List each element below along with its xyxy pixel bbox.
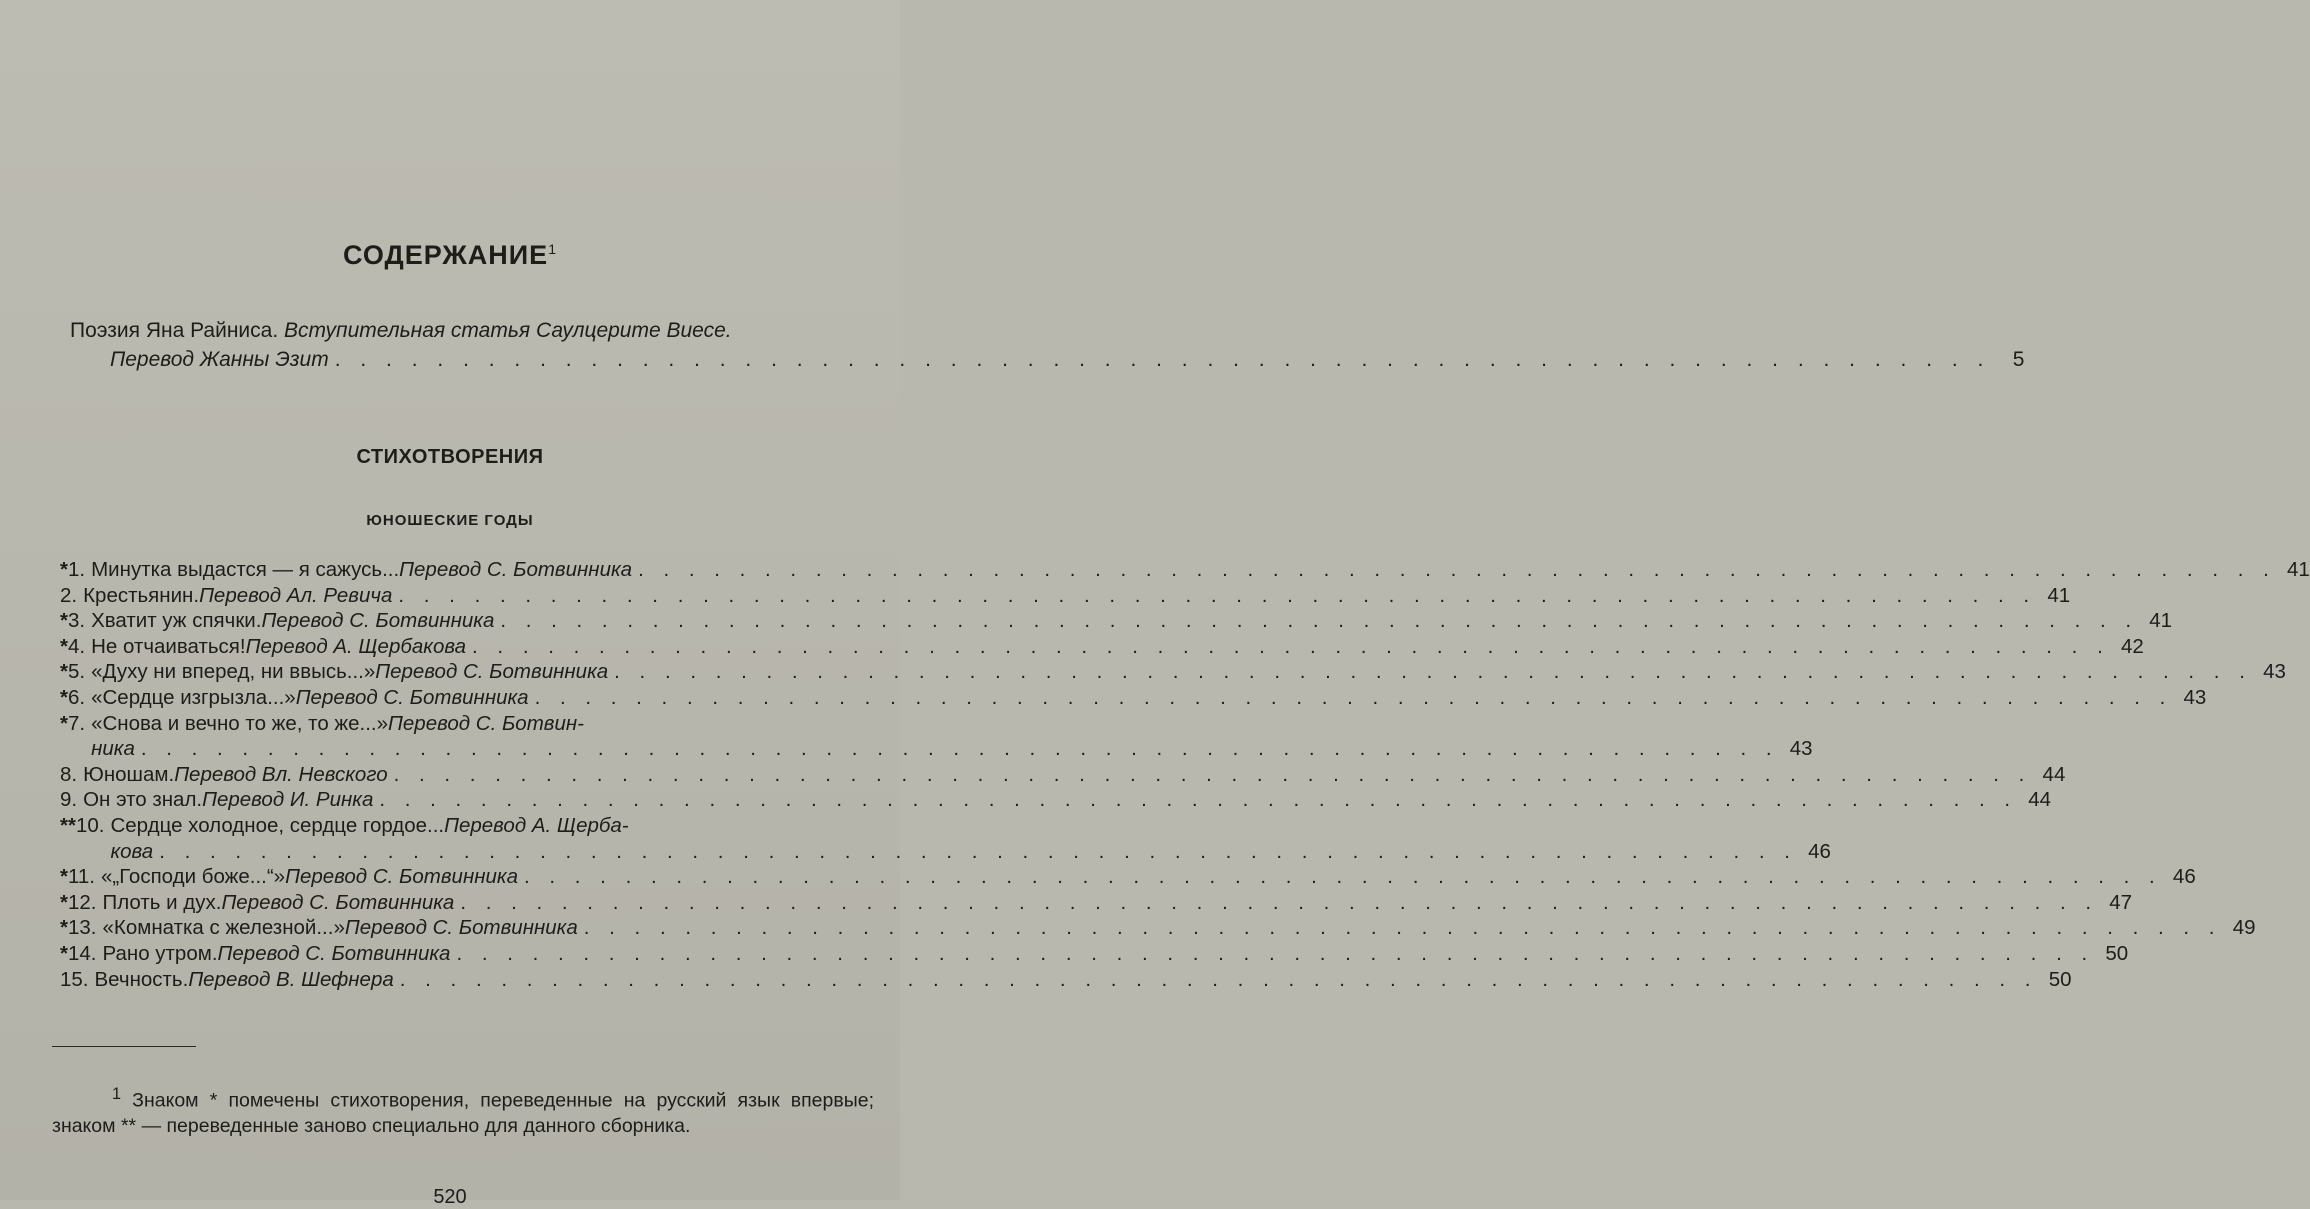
entry-translator: Перевод С. Ботвин- <box>388 711 584 735</box>
entry-number: 5. <box>67 660 86 684</box>
dot-leader <box>632 557 2282 583</box>
entry-page-number: 42 <box>2120 634 2144 658</box>
dot-leader <box>329 345 1997 374</box>
toc-entry[interactable] <box>60 787 2052 813</box>
entry-mark: ** <box>60 813 76 837</box>
toc-entry[interactable] <box>60 634 2144 660</box>
entry-translator: Перевод С. Ботвинника <box>285 865 518 889</box>
entry-title: Плоть и дух. <box>102 890 222 914</box>
entry-line <box>102 890 2132 916</box>
entry-translator-continued: кова <box>110 839 154 863</box>
entry-title: Сердце холодное, сердце гордое... <box>110 813 445 837</box>
entry-mark: * <box>60 916 68 940</box>
entry-translator: Перевод С. Ботвинника <box>344 916 578 940</box>
subsection-title: ЮНОШЕСКИЕ ГОДЫ <box>366 512 534 529</box>
toc-entry[interactable] <box>60 583 2071 609</box>
entry-body <box>102 890 2132 916</box>
entry-line <box>101 864 2196 890</box>
entry-translator: Перевод С. Ботвинника <box>261 609 495 633</box>
entry-title: Минутка выдастся — я сажусь... <box>91 558 400 581</box>
toc-entry[interactable] <box>60 659 2286 685</box>
entry-mark: * <box>60 634 68 658</box>
entry-title: «Снова и вечно то же, то же...» <box>91 711 389 735</box>
entry-title: Он это знал. <box>83 788 203 812</box>
toc-entry[interactable] <box>60 890 2133 916</box>
entry-page-number: 43 <box>2263 660 2286 684</box>
entry-translator: Перевод А. Щерба- <box>444 813 629 837</box>
entry-line <box>91 634 2144 660</box>
dot-leader <box>373 787 2023 813</box>
dot-leader <box>466 634 2116 660</box>
entry-body <box>91 711 1813 762</box>
toc-entry[interactable] <box>60 711 1813 762</box>
entry-body <box>83 762 2065 788</box>
dot-leader <box>388 762 2038 788</box>
entry-number: 9. <box>60 788 78 812</box>
entry-title: «„Господи боже...“» <box>100 865 286 889</box>
entry-page-number: 41 <box>2149 609 2173 633</box>
entry-body <box>102 941 2128 967</box>
dot-leader <box>394 967 2044 993</box>
intro-page-number: 5 <box>2012 348 2025 371</box>
entry-line <box>83 787 2051 813</box>
entry-number: 14. <box>67 941 97 965</box>
footnote-mark: 1 <box>112 1085 122 1103</box>
entry-body <box>91 685 2206 711</box>
entry-number: 10. <box>75 813 105 837</box>
entry-translator: Перевод С. Ботвинника <box>399 558 633 581</box>
entry-page-number: 50 <box>2105 941 2129 965</box>
entry-translator: Перевод С. Ботвинника <box>221 890 455 914</box>
entry-translator: Перевод И. Ринка <box>202 788 374 812</box>
entry-line <box>95 967 2072 993</box>
entry-mark: * <box>60 660 68 684</box>
entry-body <box>91 659 2286 685</box>
entry-number: 4. <box>67 634 86 658</box>
toc-entry[interactable] <box>60 864 2196 890</box>
entry-number: 8. <box>60 762 78 786</box>
entry-line <box>91 736 1813 762</box>
entry-line <box>91 685 2206 711</box>
entry-page-number: 44 <box>2042 762 2066 786</box>
entry-mark: * <box>60 865 68 889</box>
entry-page-number: 41 <box>2047 583 2071 607</box>
toc-entry[interactable] <box>60 557 2310 583</box>
entry-page-number: 44 <box>2028 788 2052 812</box>
entry-page-number: 50 <box>2048 967 2072 991</box>
entry-number: 11. <box>67 865 95 889</box>
entry-mark: * <box>60 685 68 709</box>
entry-page-number: 47 <box>2109 890 2133 914</box>
page-title <box>0 240 900 271</box>
entry-title: Юношам. <box>83 762 175 786</box>
entry-body <box>83 787 2051 813</box>
intro-entry[interactable] <box>70 316 2025 374</box>
entry-number: 13. <box>67 916 97 940</box>
toc-entry[interactable] <box>60 915 2256 941</box>
entry-mark: * <box>60 941 68 965</box>
title-footnote-mark: 1 <box>548 241 557 257</box>
toc-entry[interactable] <box>60 762 2066 788</box>
title-text: СОДЕРЖАНИЕ <box>343 240 549 270</box>
entry-title: Рано утром. <box>102 941 218 965</box>
dot-leader <box>135 736 1785 762</box>
entry-translator: Перевод Ал. Ревича <box>199 583 393 607</box>
entry-body <box>102 915 2255 941</box>
entry-title: Вечность. <box>94 967 189 991</box>
entry-number: 7. <box>67 711 86 735</box>
intro-translator: Перевод Жанны Эзит <box>110 348 329 371</box>
entry-page-number: 46 <box>2172 865 2196 889</box>
dot-leader <box>392 583 2042 609</box>
entry-number: 3. <box>67 609 86 633</box>
entry-mark: * <box>60 609 68 633</box>
dot-leader <box>518 864 2168 890</box>
entry-line <box>102 941 2128 967</box>
dot-leader <box>608 659 2258 685</box>
dot-leader <box>494 608 2144 634</box>
entry-mark: * <box>60 558 68 581</box>
entry-translator: Перевод С. Ботвинника <box>375 660 609 684</box>
entry-translator: Перевод С. Ботвинника <box>217 941 451 965</box>
entry-page-number: 43 <box>1789 737 1813 761</box>
toc-entry[interactable] <box>60 813 1831 864</box>
entry-line <box>110 813 1830 839</box>
entry-line <box>91 557 2310 583</box>
entry-page-number: 49 <box>2232 916 2256 940</box>
footnote-text: Знаком * помечены стихотворения, переведенные на русский язык впервые; знаком ** — переведенные заново специально для данного сборника. <box>52 1089 874 1137</box>
dot-leader <box>578 915 2228 941</box>
entry-mark: * <box>60 890 68 914</box>
entry-number: 15. <box>60 967 89 991</box>
entry-body <box>91 557 2310 583</box>
entry-body <box>95 967 2072 993</box>
entry-translator: Перевод Вл. Невского <box>174 762 388 786</box>
entry-mark: * <box>60 711 68 735</box>
entry-number: 2. <box>60 583 78 607</box>
entry-line <box>91 711 1813 737</box>
dot-leader <box>450 941 2100 967</box>
entry-number: 12. <box>67 890 97 914</box>
intro-title: Поэзия Яна Райниса. <box>70 319 284 342</box>
entry-page-number: 43 <box>2183 685 2207 709</box>
toc-entry[interactable] <box>60 941 2129 967</box>
entry-line <box>110 839 1830 865</box>
entry-page-number: 46 <box>1808 839 1831 863</box>
entry-line <box>83 583 2070 609</box>
entry-title: Крестьянин. <box>83 583 200 607</box>
entry-body <box>101 864 2196 890</box>
entry-body <box>83 583 2070 609</box>
dot-leader <box>529 685 2179 711</box>
entry-translator: Перевод А. Щербакова <box>245 634 467 658</box>
entry-translator-continued: ника <box>91 737 135 761</box>
entry-number: 1. <box>67 558 86 581</box>
entry-line <box>91 608 2172 634</box>
entry-title: «Сердце изгрызла...» <box>91 685 296 709</box>
entry-body <box>91 634 2144 660</box>
entry-line <box>91 659 2286 685</box>
entry-line <box>83 762 2065 788</box>
toc-entry[interactable] <box>60 967 2072 993</box>
entry-title: Хватит уж спячки. <box>91 609 262 633</box>
entry-translator: Перевод С. Ботвинника <box>295 685 529 709</box>
entry-number: 6. <box>67 685 86 709</box>
entry-line <box>102 915 2255 941</box>
dot-leader <box>454 890 2104 916</box>
toc-entries <box>60 557 2310 992</box>
section-title: СТИХОТВОРЕНИЯ <box>356 446 544 468</box>
entry-title: «Комнатка с железной...» <box>102 916 345 940</box>
entry-body <box>110 813 1830 864</box>
toc-entry[interactable] <box>60 685 2207 711</box>
page-number: 520 <box>433 1186 467 1208</box>
intro-subtitle: Вступительная статья Саулцерите Виесе. <box>284 319 732 342</box>
entry-title: Не отчаиваться! <box>91 634 246 658</box>
footnote <box>52 1082 874 1140</box>
footnote-rule <box>52 1046 196 1047</box>
entry-translator: Перевод В. Шефнера <box>188 967 394 991</box>
entry-page-number: 41 <box>2287 558 2310 581</box>
entry-body <box>91 608 2172 634</box>
dot-leader <box>153 839 1803 865</box>
entry-title: «Духу ни вперед, ни ввысь...» <box>91 660 376 684</box>
toc-entry[interactable] <box>60 608 2173 634</box>
